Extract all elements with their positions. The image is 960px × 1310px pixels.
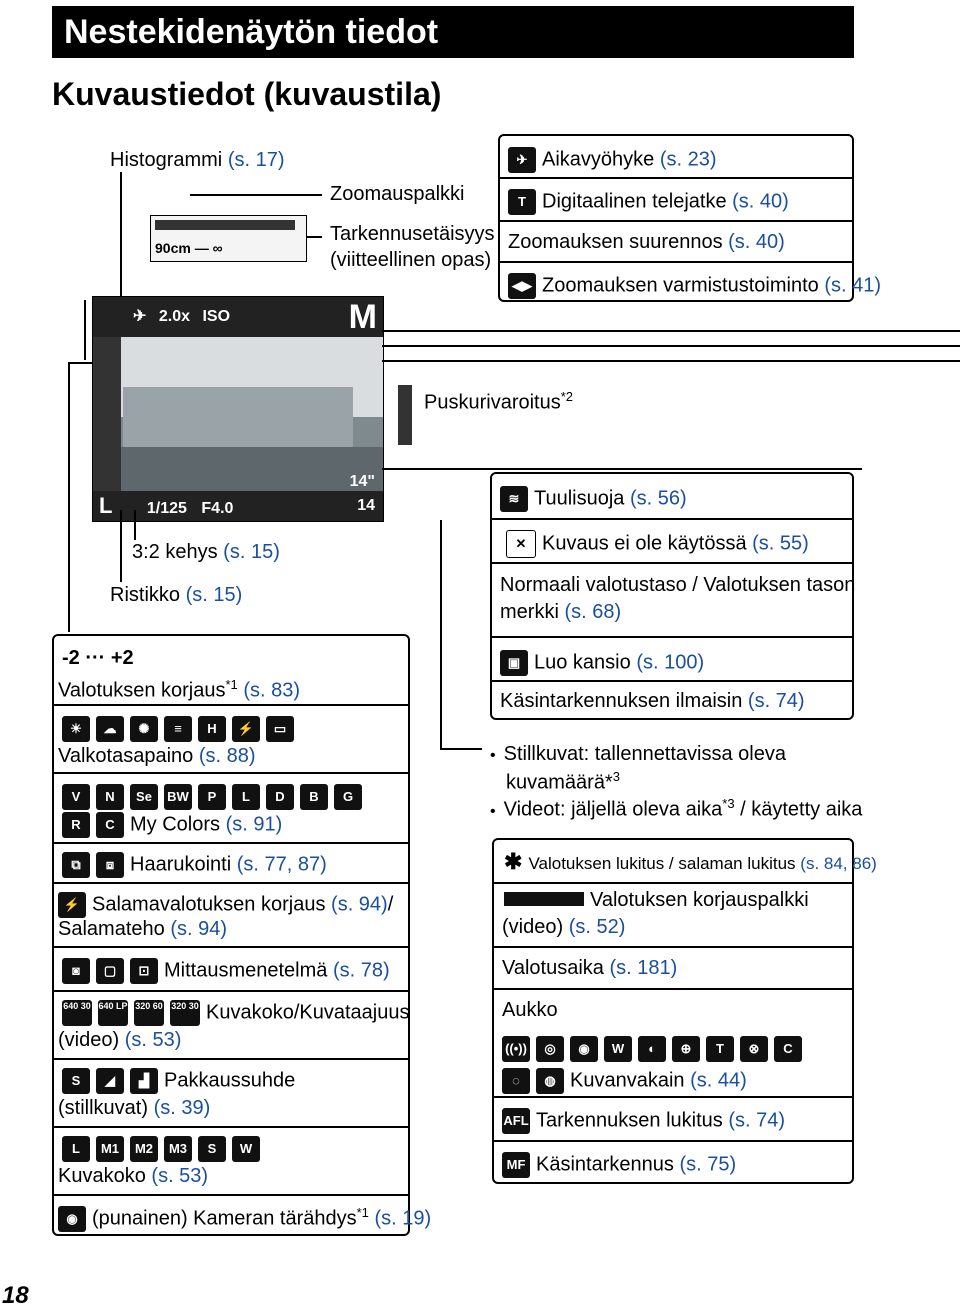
mf-row — [502, 1152, 736, 1178]
exposure-level-row-1: Normaali valotustaso / Valotuksen tason — [500, 574, 856, 596]
page-subtitle: Kuvaustiedot (kuvaustila) — [52, 76, 442, 112]
divider — [494, 1140, 852, 1142]
histogram-text: Histogrammi — [110, 149, 223, 171]
shooting-disabled-icon: ✕ — [506, 530, 536, 558]
buffer-warning-text: Puskurivaroitus — [424, 391, 561, 414]
airplane-icon: ✈ — [508, 147, 536, 173]
zoom-bar — [155, 220, 295, 230]
divider — [494, 882, 852, 884]
resolution-icons — [62, 1136, 266, 1162]
wb-ref[interactable]: (s. 88) — [198, 745, 256, 767]
exp-comp-sup: *1 — [225, 677, 238, 692]
bullets-leader-v — [440, 520, 442, 750]
divider — [494, 946, 852, 948]
wind-filter-text: Tuulisuoja — [534, 487, 625, 510]
video-size-row-2 — [58, 1030, 181, 1050]
metering-row — [62, 958, 390, 984]
flash-output-text: Salamateho — [58, 918, 165, 940]
tele-icon: T — [508, 189, 536, 215]
aperture-text: Aukko — [502, 999, 558, 1021]
folder-icon: ▣ — [500, 650, 528, 676]
mycolors-text: My Colors — [130, 813, 221, 836]
video-size-icon: 640 LP — [98, 1000, 128, 1026]
buffer-warning-sup: *2 — [560, 389, 574, 404]
asterisk-icon: ✱ — [504, 849, 523, 874]
resolution-text: Kuvakoko — [58, 1165, 146, 1187]
exposure-bar-text: Valotuksen korjauspalkki — [590, 889, 809, 911]
shooting-disabled-row — [506, 530, 809, 558]
video-size-icon: 640 30 — [62, 1000, 92, 1026]
mycolor-icon: L — [232, 784, 260, 810]
divider — [500, 261, 852, 263]
metering-ref[interactable]: (s. 78) — [332, 959, 390, 982]
exp-comp-icons: -2 ··· +2 — [62, 647, 134, 669]
bracketing-row — [62, 852, 327, 878]
divider — [54, 842, 408, 844]
exposure-bar-video: (video) — [502, 916, 564, 938]
wind-icon: ≋ — [500, 486, 528, 512]
leader-right-3 — [382, 360, 960, 362]
page-number: 18 — [2, 1282, 29, 1309]
mf-icon: MF — [502, 1152, 530, 1178]
is-icon: T — [706, 1036, 734, 1062]
fluorescent-icon: ≡ — [164, 716, 192, 742]
divider — [492, 636, 852, 638]
airplane-icon: ✈ — [133, 308, 147, 325]
resolution-row — [58, 1166, 208, 1186]
exp-comp-text: Valotuksen korjaus — [58, 679, 226, 702]
zoom-bar-label: Zoomauspalkki — [330, 183, 465, 205]
video-size-icon: 320 30 — [170, 1000, 200, 1026]
superfine-icon: S — [62, 1068, 90, 1094]
frame32-text: 3:2 kehys — [132, 541, 218, 563]
grid-leader — [120, 510, 122, 582]
video-size-row — [62, 1000, 409, 1026]
divider — [500, 177, 852, 179]
wb-icons — [62, 716, 300, 742]
histogram-ref[interactable]: (s. 17) — [227, 149, 285, 171]
af-lock-ref[interactable]: (s. 74) — [728, 1109, 786, 1132]
compression-stills: (stillkuvat) — [58, 1097, 149, 1119]
center-weighted-icon: ▢ — [96, 958, 124, 984]
grid-text: Ristikko — [110, 584, 181, 606]
exposure-bar-ref[interactable]: (s. 52) — [568, 916, 626, 938]
resolution-icon: W — [232, 1136, 260, 1162]
bullet-video-sup: *3 — [722, 796, 735, 811]
bracketing-ref[interactable]: (s. 77, 87) — [236, 853, 327, 876]
divider — [492, 562, 852, 564]
bullet-stills-2-sup: 3 — [612, 769, 620, 784]
zoom-magnification-ref[interactable]: (s. 40) — [728, 231, 785, 253]
bullets-leader — [440, 748, 482, 750]
frame32-label — [132, 542, 280, 562]
shutter-speed-row — [502, 958, 677, 978]
zoom-magnification-text: Zoomauksen suurennos — [508, 231, 723, 253]
safety-zoom-row — [508, 273, 881, 299]
mycolors-ref[interactable]: (s. 91) — [225, 813, 283, 836]
safety-zoom-text: Zoomauksen varmistustoiminto — [542, 274, 819, 297]
fluorescent-h-icon: H — [198, 716, 226, 742]
is-icon: ◉ — [570, 1036, 598, 1062]
bullet-icon: • — [490, 802, 496, 820]
compression-text: Pakkaussuhde — [164, 1069, 296, 1092]
mycolor-icon: V — [62, 784, 90, 810]
flash-comp-icon: ⚡ — [58, 892, 86, 918]
mycolor-icon: BW — [164, 784, 192, 810]
mycolor-icon: R — [62, 812, 90, 838]
histogram-zoom-preview — [150, 215, 307, 262]
focus-distance-value: 90 — [155, 240, 171, 256]
compression-ref[interactable]: (s. 39) — [153, 1097, 211, 1119]
focus-range-label-2: (viitteellinen opas) — [330, 249, 492, 271]
focus-range-label-1: Tarkennusetäisyys — [330, 223, 495, 245]
shutter-speed-ref[interactable]: (s. 181) — [609, 957, 678, 979]
compression-row — [62, 1068, 295, 1094]
resolution-icon: M1 — [96, 1136, 124, 1162]
grid-label — [110, 585, 242, 605]
is-icon: W — [604, 1036, 632, 1062]
remaining-readout-2: 14 — [357, 497, 375, 514]
wind-filter-row — [500, 486, 687, 512]
metering-text: Mittausmenetelmä — [164, 959, 328, 982]
ae-lock-ref[interactable]: (s. 84, 86) — [800, 854, 877, 873]
bracketing-text: Haarukointi — [130, 853, 232, 876]
mycolor-icon: N — [96, 784, 124, 810]
focus-distance-unit: cm — [170, 240, 191, 256]
divider — [492, 680, 852, 682]
is-icon: ◌ — [502, 1068, 530, 1094]
compression-row-2 — [58, 1098, 210, 1118]
is-icon: ((•)) — [502, 1036, 530, 1062]
resolution-icon: M3 — [164, 1136, 192, 1162]
flash-comp-row — [58, 892, 393, 918]
afl-icon: AFL — [502, 1108, 530, 1134]
divider — [54, 704, 408, 706]
shooting-mode: M — [348, 298, 377, 336]
bullet-video-tail: / käytetty aika — [734, 798, 863, 821]
lcd-screen — [92, 296, 384, 522]
bullet-icon: • — [490, 747, 496, 764]
focus-distance: 90cm — ∞ — [155, 240, 223, 256]
flash-comp-ref[interactable]: (s. 94) — [331, 893, 388, 916]
bullet-stills — [490, 744, 786, 764]
bullet-video-text: Videot: jäljellä oleva aika — [503, 798, 723, 821]
mycolor-icon: C — [96, 812, 124, 838]
exposure-bar-row-2 — [502, 917, 625, 937]
is-icon: ◍ — [536, 1068, 564, 1094]
divider — [54, 946, 408, 948]
mycolor-icon: P — [198, 784, 226, 810]
safety-zoom-icon: ◀▶ — [508, 273, 536, 299]
spot-icon: ⊡ — [130, 958, 158, 984]
divider — [54, 772, 408, 774]
resolution-icon: L — [62, 1136, 90, 1162]
divider — [54, 1194, 408, 1196]
frame32-leader — [134, 510, 136, 540]
cloud-icon: ☁ — [96, 716, 124, 742]
zoom-readout: 2.0x — [158, 308, 190, 325]
camera-shake-row — [58, 1206, 431, 1232]
page-banner: Nestekidenäytön tiedot — [52, 6, 854, 58]
timezone-text: Aikavyöhyke — [542, 148, 655, 171]
exposure-bar-icon — [504, 892, 584, 906]
mf-ref[interactable]: (s. 75) — [679, 1153, 737, 1176]
fine-icon: ◢ — [96, 1068, 124, 1094]
is-icons-row-1 — [502, 1036, 808, 1062]
exposure-level-row-2 — [500, 602, 621, 622]
histogram-label — [110, 150, 285, 170]
divider — [494, 988, 852, 990]
frame32-ref[interactable]: (s. 15) — [223, 541, 280, 563]
camera-shake-ref[interactable]: (s. 19) — [374, 1207, 432, 1230]
divider — [54, 1058, 408, 1060]
grid-ref[interactable]: (s. 15) — [185, 584, 243, 606]
is-icon: C — [774, 1036, 802, 1062]
tungsten-icon: ✺ — [130, 716, 158, 742]
right-top-box — [498, 134, 882, 302]
lcd-left-icons — [93, 337, 121, 491]
is-icon: ◎ — [536, 1036, 564, 1062]
camera-shake-icon: ◉ — [58, 1206, 86, 1232]
leader-right-4 — [382, 468, 862, 470]
safety-zoom-ref[interactable]: (s. 41) — [824, 274, 882, 297]
normal-icon: ▟ — [130, 1068, 158, 1094]
shutter-speed-text: Valotusaika — [502, 957, 604, 979]
is-ref[interactable]: (s. 44) — [690, 1069, 747, 1092]
af-lock-row — [502, 1108, 785, 1134]
lcd-bottom-bar — [93, 473, 383, 521]
custom-wb-icon: ▭ — [266, 716, 294, 742]
divider — [494, 1096, 852, 1098]
resolution-icon: L — [99, 493, 113, 518]
video-size-text: Kuvakoko/Kuvataajuus — [206, 1001, 410, 1024]
flash-comp-text: Salamavalotuksen korjaus — [92, 893, 326, 916]
flash-icon: ⚡ — [232, 716, 260, 742]
mf-indicator-text: Käsintarkennuksen ilmaisin — [500, 690, 743, 712]
digital-tele-row — [508, 189, 789, 215]
leader-right-1 — [382, 330, 960, 332]
shooting-disabled-text: Kuvaus ei ole käytössä — [542, 532, 747, 555]
flash-comp-slash: / — [387, 893, 394, 916]
ae-lock-row — [504, 851, 877, 873]
is-row — [502, 1068, 747, 1094]
wb-row — [58, 746, 256, 766]
buffer-warning-label — [424, 390, 573, 413]
wind-filter-ref[interactable]: (s. 56) — [629, 487, 687, 510]
divider — [54, 990, 408, 992]
divider — [492, 518, 852, 520]
flash-output-ref[interactable]: (s. 94) — [170, 918, 227, 940]
is-icon: ⊕ — [672, 1036, 700, 1062]
is-icon: ⊗ — [740, 1036, 768, 1062]
bullet-video — [490, 797, 862, 820]
exp-comp-ref[interactable]: (s. 83) — [243, 679, 301, 702]
mycolors-row — [62, 812, 282, 838]
evaluative-icon: ◙ — [62, 958, 90, 984]
divider — [54, 882, 408, 884]
bullet-stills-text: Stillkuvat: tallennettavissa oleva — [503, 743, 786, 765]
histogram-leader — [120, 172, 122, 302]
right-bottom-box — [492, 838, 877, 1184]
mycolor-icon: D — [266, 784, 294, 810]
create-folder-row — [500, 650, 704, 676]
left-bracket-top — [68, 362, 92, 364]
mycolor-icon: Se — [130, 784, 158, 810]
remaining-readout-1: 14" — [349, 473, 375, 490]
mf-indicator-row — [500, 691, 805, 711]
mycolor-icon: G — [334, 784, 362, 810]
resolution-icon: S — [198, 1136, 226, 1162]
bracket-icon: ⧉ — [62, 852, 90, 878]
mf-indicator-ref[interactable]: (s. 74) — [747, 690, 805, 712]
zoom-magnification-row — [508, 232, 785, 252]
timezone-ref[interactable]: (s. 23) — [659, 148, 717, 171]
exposure-level-text: merkki — [500, 601, 559, 623]
mycolors-icons-1 — [62, 784, 368, 810]
create-folder-ref[interactable]: (s. 100) — [636, 651, 705, 674]
video-size-icon: 320 60 — [134, 1000, 164, 1026]
buffer-bar — [398, 385, 412, 445]
create-folder-text: Luo kansio — [534, 651, 631, 674]
flash-output-row — [58, 919, 227, 939]
resolution-icon: M2 — [130, 1136, 158, 1162]
camera-shake-text: (punainen) Kameran tärähdys — [92, 1207, 357, 1230]
leader-right-2 — [382, 345, 960, 347]
left-box — [52, 634, 432, 1236]
left-bracket-line — [68, 362, 70, 632]
digital-tele-ref[interactable]: (s. 40) — [732, 190, 789, 213]
digital-tele-text: Digitaalinen telejatke — [542, 190, 727, 213]
resolution-ref[interactable]: (s. 53) — [151, 1165, 209, 1187]
shooting-disabled-ref[interactable]: (s. 55) — [752, 532, 809, 555]
ae-lock-text: Valotuksen lukitus / salaman lukitus — [528, 854, 796, 873]
right-mid-box — [490, 472, 854, 720]
focus-bracket-icon: ⧈ — [96, 852, 124, 878]
divider — [500, 220, 852, 222]
wb-text: Valkotasapaino — [58, 745, 194, 767]
af-lock-text: Tarkennuksen lukitus — [536, 1109, 723, 1132]
bullet-stills-2-text: kuvamäärä* — [506, 771, 613, 794]
iso-icon: ISO — [202, 308, 231, 325]
is-icon: ◐ — [638, 1036, 666, 1062]
mycolor-icon: B — [300, 784, 328, 810]
aperture-readout: F4.0 — [201, 500, 234, 517]
is-text: Kuvanvakain — [570, 1069, 685, 1092]
timezone-row — [508, 147, 717, 173]
camera-shake-sup: *1 — [356, 1205, 369, 1220]
video-size-video: (video) — [58, 1029, 120, 1051]
exp-comp-row — [58, 678, 300, 701]
exposure-level-ref[interactable]: (s. 68) — [564, 601, 622, 623]
bullet-stills-2 — [506, 770, 620, 793]
sun-icon: ☀ — [62, 716, 90, 742]
shutter-readout: 1/125 — [146, 500, 187, 517]
left-bracket-line-2 — [84, 300, 86, 360]
video-size-ref[interactable]: (s. 53) — [124, 1029, 182, 1051]
lcd-top-bar — [93, 297, 383, 337]
mf-text: Käsintarkennus — [536, 1153, 674, 1176]
zoom-bar-leader — [190, 194, 322, 196]
divider — [54, 1126, 408, 1128]
